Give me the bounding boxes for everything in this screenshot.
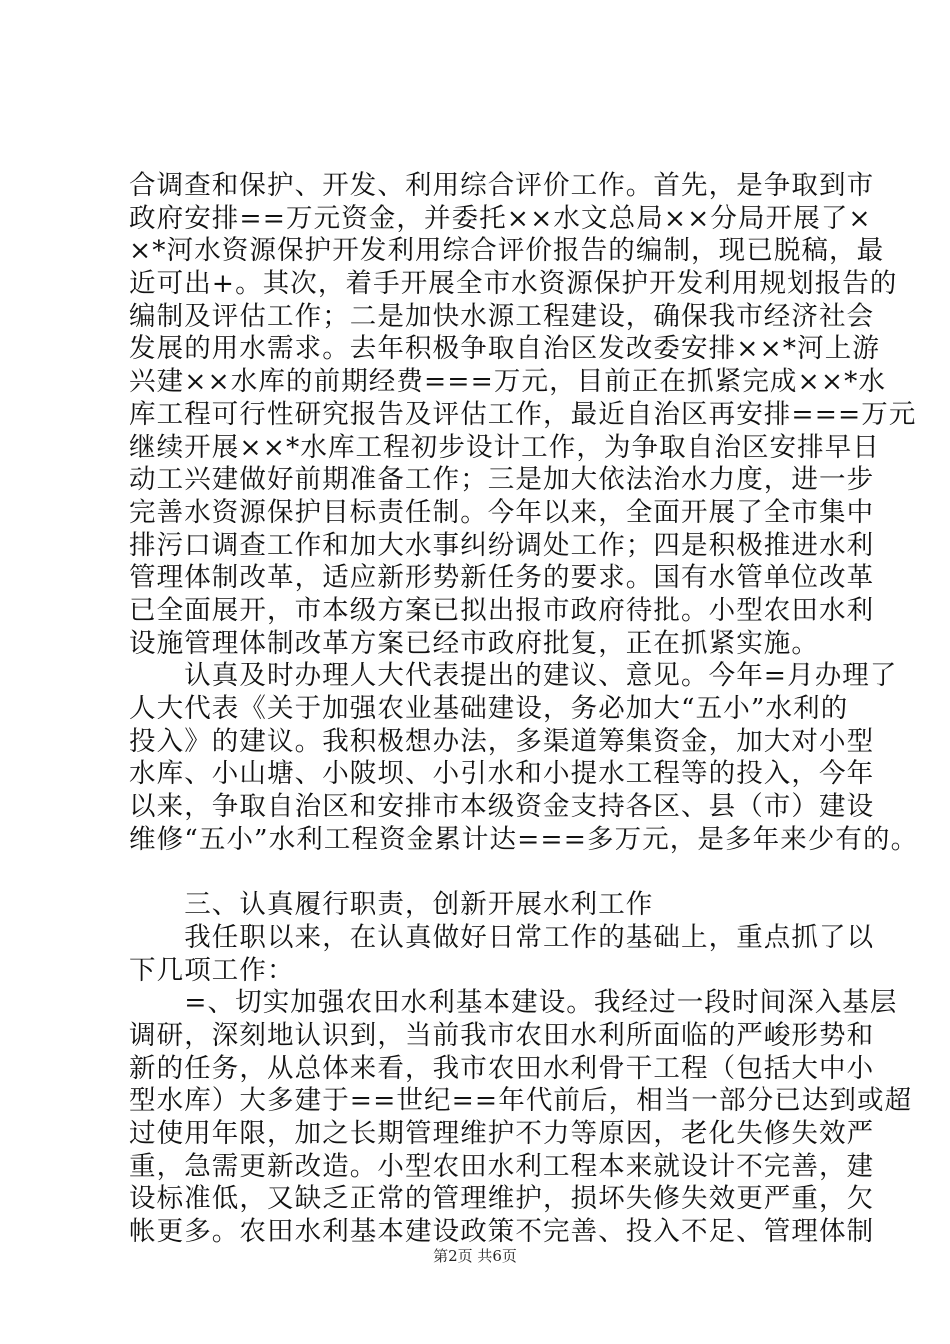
text-line: 已全面展开，市本级方案已拟出报市政府待批。小型农田水利 <box>129 594 875 626</box>
text-line: 重，急需更新改造。小型农田水利工程本来就设计不完善，建 <box>129 1150 875 1182</box>
text-line: 编制及评估工作；二是加快水源工程建设，确保我市经济社会 <box>129 300 875 332</box>
text-line: 维修“五小”水利工程资金累计达===多万元，是多年来少有的。 <box>129 823 919 855</box>
text-line: 认真及时办理人大代表提出的建议、意见。今年=月办理了 <box>129 660 898 692</box>
text-line: 合调查和保护、开发、利用综合评价工作。首先，是争取到市 <box>129 170 875 201</box>
text-line: 发展的用水需求。去年积极争取自治区发改委安排××*河上游 <box>129 333 880 365</box>
text-line: 我任职以来，在认真做好日常工作的基础上，重点抓了以 <box>129 921 875 953</box>
text-line: 水库、小山塘、小陂坝、小引水和小提水工程等的投入，今年 <box>129 758 875 790</box>
text-line: 下几项工作： <box>129 954 295 986</box>
paragraph-gap <box>129 856 839 889</box>
body-text <box>129 170 919 1249</box>
text-line: 继续开展××*水库工程初步设计工作，为争取自治区安排早日 <box>129 431 880 463</box>
text-line: 管理体制改革，适应新形势新任务的要求。国有水管单位改革 <box>129 562 875 594</box>
text-line: 库工程可行性研究报告及评估工作，最近自治区再安排===万元 <box>129 398 917 430</box>
text-line: 三、认真履行职责，创新开展水利工作 <box>129 889 654 921</box>
text-line: 人大代表《关于加强农业基础建设，务必加大“五小”水利的 <box>129 693 849 724</box>
text-line: 设施管理体制改革方案已经市政府批复，正在抓紧实施。 <box>129 627 819 659</box>
text-line: 政府安排==万元资金，并委托××水文总局××分局开展了× <box>129 202 872 234</box>
page-footer: 第2页 共6页 <box>433 1247 517 1265</box>
text-line: 过使用年限，加之长期管理维护不力等原因，老化失修失效严 <box>129 1117 875 1149</box>
text-line: 近可出+。其次，着手开展全市水资源保护开发利用规划报告的 <box>129 268 898 300</box>
text-line: 型水库）大多建于==世纪==年代前后，相当一部分已达到或超 <box>129 1085 913 1117</box>
text-line: =、切实加强农田水利基本建设。我经过一段时间深入基层 <box>129 987 898 1019</box>
text-line: 投入》的建议。我积极想办法，多渠道筹集资金，加大对小型 <box>129 725 875 757</box>
text-line: 设标准低，又缺乏正常的管理维护，损坏失修失效更严重，欠 <box>129 1183 875 1215</box>
text-line: 兴建××水库的前期经费===万元，目前正在抓紧完成××*水 <box>129 366 887 398</box>
text-line: 新的任务，从总体来看，我市农田水利骨干工程（包括大中小 <box>129 1052 875 1084</box>
text-line: 完善水资源保护目标责任制。今年以来，全面开展了全市集中 <box>129 496 875 528</box>
text-line: 帐更多。农田水利基本建设政策不完善、投入不足、管理体制 <box>129 1216 875 1247</box>
text-line: 以来，争取自治区和安排市本级资金支持各区、县（市）建设 <box>129 791 875 823</box>
text-line: 排污口调查工作和加大水事纠纷调处工作；四是积极推进水利 <box>129 529 875 561</box>
text-line: ×*河水资源保护开发利用综合评价报告的编制，现已脱稿，最 <box>129 235 885 267</box>
text-line: 调研，深刻地认识到，当前我市农田水利所面临的严峻形势和 <box>129 1019 875 1051</box>
text-line: 动工兴建做好前期准备工作；三是加大依法治水力度，进一步 <box>129 464 875 496</box>
